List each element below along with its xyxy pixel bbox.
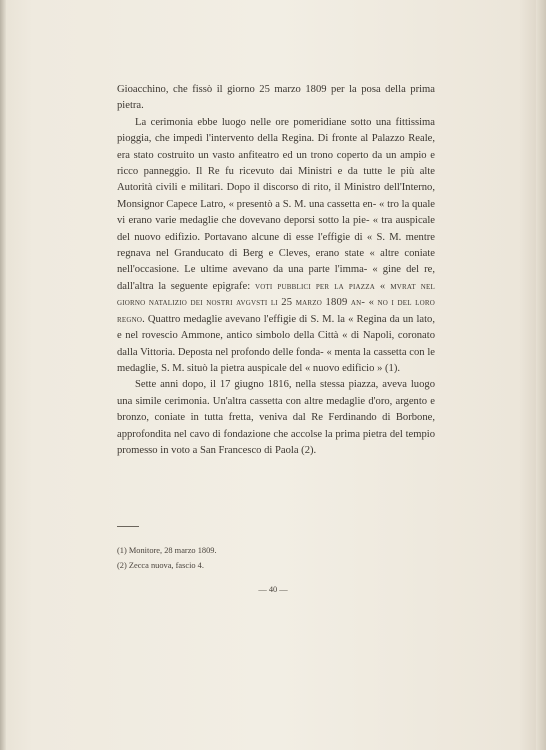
page-number: — 40 —: [258, 585, 288, 594]
body-text: [117, 82, 435, 459]
footnotes: [117, 543, 417, 573]
epigraph-text: voti pubblici per la piazza « mvrat nel giorno natalizio dei nostri avgvsti li 25 marzo 1809 an- « no i del loro regno: [117, 280, 435, 325]
paragraph-text: La cerimonia ebbe luogo nelle ore pomeridiane sotto una fittissima pioggia, che impedì l'intervento della Regina. Di fronte al Palazzo Reale, era stato costruito un vasto anfiteatro ed un trono coperto da un ampio e ricco panneggio. Il Re fu ricevuto dai Ministri e da tutte le più alte Autorità civili e militari. Dopo il discorso di rito, il Ministro dell'Interno, Monsignor Capece Latro, « presentò a S. M. una cassetta en- « tro la quale vi erano varie medaglie che dovevano deporsi sotto la pie- « tra auspicale del nuovo edifizio. Portavano alcune di esse l'effigie di « S. M. mentre regnava nel Granducato di Berg e Cleves, erano state « altre coniate nell'occasione. Le ultime avevano da una parte l'imma- « gine del re, dall'altra la seguente epigrafe:: [117, 116, 435, 292]
page-right-edge: [536, 0, 546, 750]
footnote: (1) Monitore, 28 marzo 1809.: [117, 546, 217, 555]
paragraph-text: Sette anni dopo, il 17 giugno 1816, nella stessa piazza, aveva luogo una simile cerimonia. Un'altra cassetta con altre medaglie d'oro, argento e bronzo, coniate in tutta fretta, veniva dal Re Ferdinando di Borbone, approfondita nel cavo di fondazione che accolse la prima pietra del tempio promesso in voto a San Francesco di Paola (2).: [117, 379, 435, 456]
paragraph-text: Gioacchino, che fissò il giorno 25 marzo 1809 per la posa della prima pietra.: [117, 84, 435, 112]
paragraph-text: . Quattro medaglie avevano l'effigie di S. M. la « Regina da un lato, e nel rovescio Ammone, antico simbolo della Città « di Napoli, coronato dalla Vittoria. Deposta nel profondo delle fonda- « menta la cassetta con le medaglie, S. M. situò la pietra auspicale del « nuovo edificio » (1).: [117, 313, 435, 374]
paragraph: [117, 115, 435, 378]
paragraph: [117, 377, 435, 459]
footnote: (2) Zecca nuova, fascio 4.: [117, 561, 204, 570]
paragraph: [117, 82, 435, 115]
page-left-edge: [0, 0, 6, 750]
footnote-separator: [117, 526, 139, 527]
